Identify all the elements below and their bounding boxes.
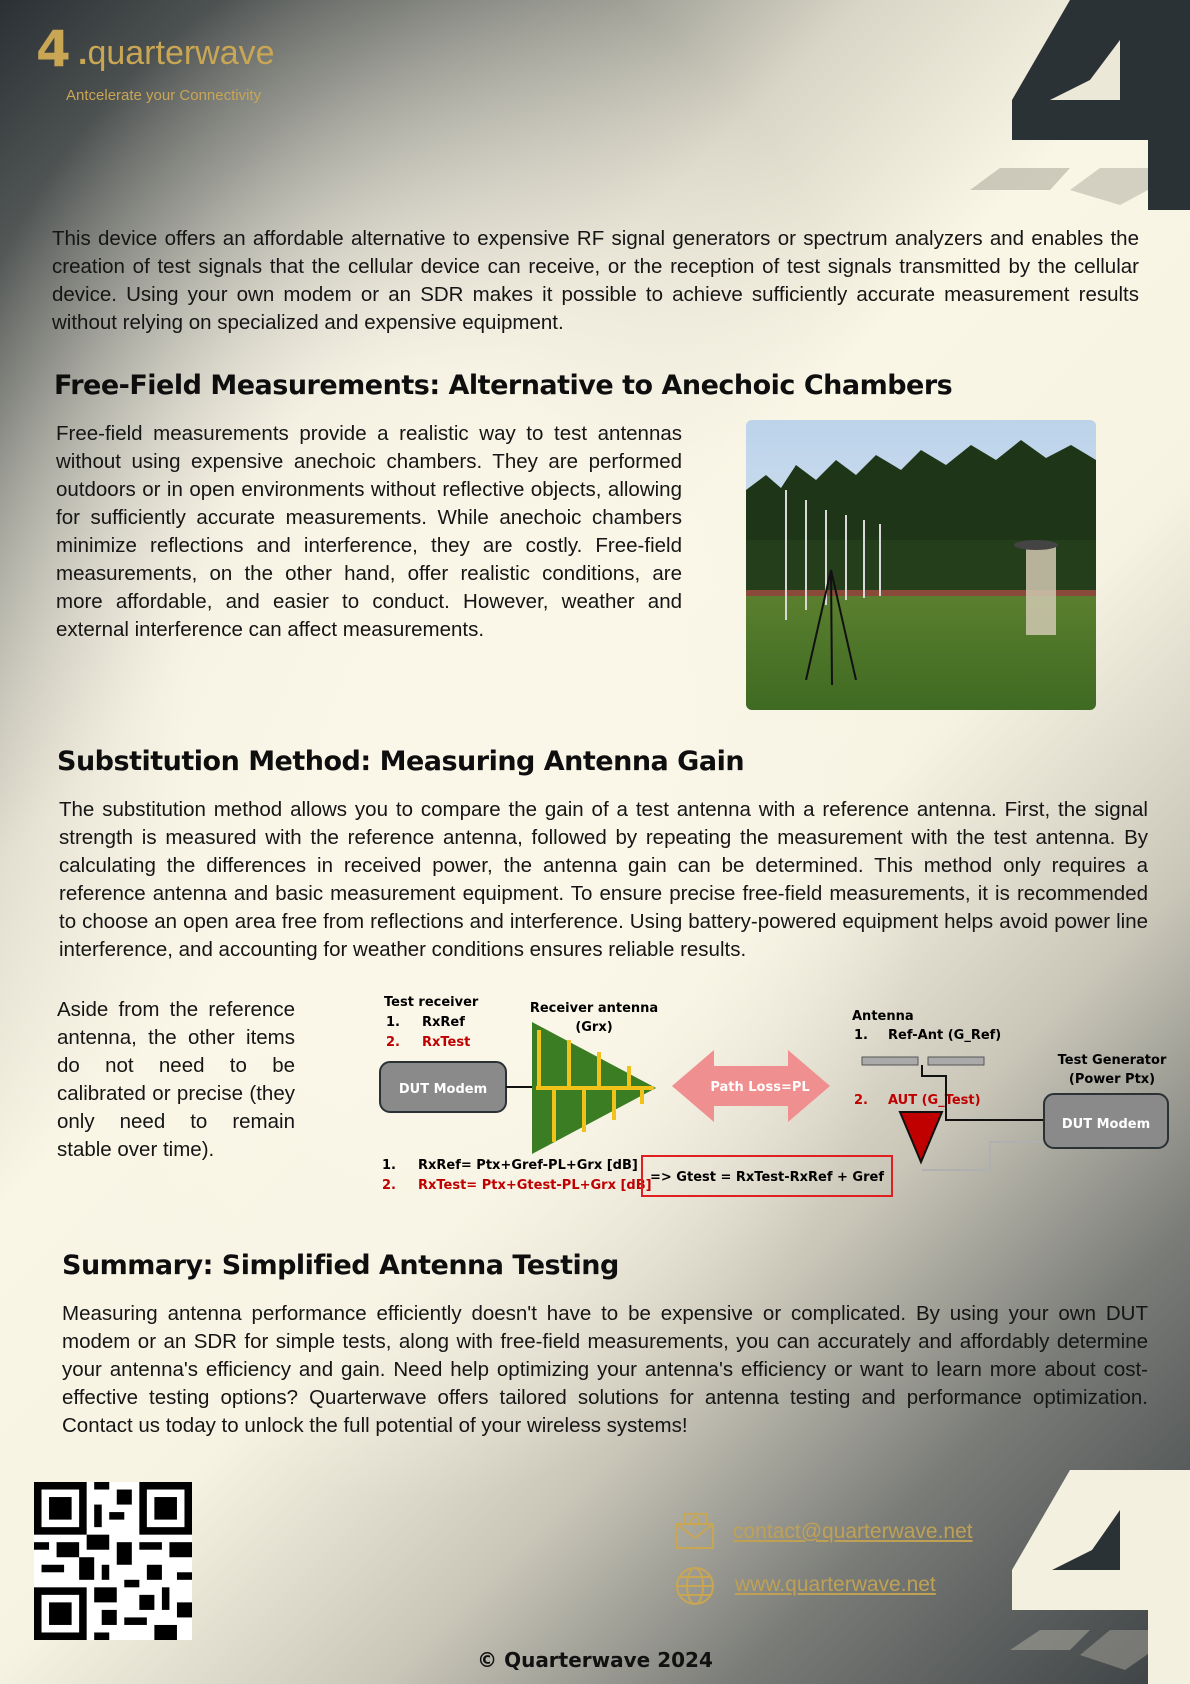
corner-logo-top [970, 0, 1190, 215]
aut-antenna-icon [900, 1112, 942, 1162]
lpda-antenna-icon [532, 1022, 656, 1154]
ref-ant-label: Ref-Ant (G_Ref) [888, 1028, 1002, 1043]
field-measurement-photo [746, 420, 1096, 710]
rx-ref-label: RxRef [422, 1015, 465, 1030]
website-link[interactable]: www.quarterwave.net [735, 1573, 936, 1596]
svg-text:2.: 2. [386, 1035, 400, 1050]
logo-mark: 4 [36, 20, 67, 78]
svg-text:2.: 2. [382, 1178, 396, 1193]
free-field-paragraph: Free-field measurements provide a realistic way to test antennas without using expensive anechoic chambers. They are performed outdoors or in open environments without reflective objects, allowing for sufficiently accurate measurements. While anechoic chambers minimize reflections and interference, they are costly. Free-field measurements, on the other hand, offer realistic conditions, are more affordable, and easier to conduct. However, weather and external interference can affect measurements. [56, 422, 682, 641]
aside-paragraph: Aside from the reference antenna, the other items do not need to be calibrated or precise (they only need to remain stable over time). [57, 998, 295, 1161]
mail-icon [674, 1510, 716, 1552]
receiver-antenna-label: Receiver antenna [529, 1001, 659, 1016]
section-title-summary: Summary: Simplified Antenna Testing [62, 1250, 619, 1281]
svg-text:DUT Modem: DUT Modem [1061, 1117, 1151, 1132]
substitution-paragraph: The substitution method allows you to compare the gain of a test antenna with a reference antenna. First, the signal strength is measured with the reference antenna, followed by repeating the measurement with the test antenna. By calculating the differences in received power, the antenna gain can be determined. This method only requires a reference antenna and basic measurement equipment. To ensure precise free-field measurements, it is recommended to choose an open area free from reflections and interference. Using battery-powered equipment helps avoid power line interference, and accounting for weather conditions ensures reliable results. [59, 798, 1148, 961]
substitution-diagram [376, 990, 1172, 1205]
svg-text:Path Loss=PL: Path Loss=PL [710, 1080, 810, 1095]
svg-text:DUT Modem: DUT Modem [398, 1082, 488, 1097]
svg-text:(Power Ptx): (Power Ptx) [1068, 1072, 1156, 1087]
section-title-substitution: Substitution Method: Measuring Antenna Gain [57, 746, 745, 777]
result-formula: => Gtest = RxTest-RxRef + Gref [650, 1170, 884, 1185]
section-title-free-field: Free-Field Measurements: Alternative to Anechoic Chambers [54, 370, 953, 401]
intro-paragraph: This device offers an affordable alternative to expensive RF signal generators or spectrum analyzers and enables the creation of test signals that the cellular device can receive, or the reception of test signals transmitted by the cellular device. Using your own modem or an SDR makes it possible to achieve sufficiently accurate measurement results without relying on specialized and expensive equipment. [52, 227, 1139, 334]
email-link[interactable]: contact@quarterwave.net [733, 1520, 973, 1543]
svg-text:1.: 1. [382, 1158, 396, 1173]
test-generator-label: Test Generator [1057, 1053, 1167, 1068]
svg-text:(Grx): (Grx) [575, 1020, 613, 1035]
copyright-footer: © Quarterwave 2024 [477, 1648, 713, 1672]
svg-text:1.: 1. [854, 1028, 868, 1043]
logo-wordmark: .quarterwave [78, 34, 275, 72]
antenna-label: Antenna [852, 1009, 914, 1024]
equation-2: RxTest= Ptx+Gtest-PL+Grx [dB] [418, 1178, 652, 1193]
globe-icon [674, 1565, 716, 1607]
svg-text:1.: 1. [386, 1015, 400, 1030]
aut-label: AUT (G_Test) [888, 1093, 981, 1108]
tagline: Antcelerate your Connectivity [66, 87, 262, 104]
rx-test-label: RxTest [422, 1035, 471, 1050]
equation-1: RxRef= Ptx+Gref-PL+Grx [dB] [418, 1158, 638, 1173]
summary-paragraph: Measuring antenna performance efficiently doesn't have to be expensive or complicated. By using your own DUT modem or an SDR for simple tests, along with free-field measurements, you can accurately and affordably determine your antenna's efficiency and gain. Need help optimizing your antenna's efficiency or want to learn more about cost-effective testing options? Quarterwave offers tailored solutions for antenna testing and performance optimization. Contact us today to unlock the full potential of your wireless systems! [62, 1302, 1148, 1437]
svg-text:2.: 2. [854, 1093, 868, 1108]
qr-code[interactable] [34, 1482, 192, 1640]
test-receiver-label: Test receiver [384, 995, 479, 1010]
